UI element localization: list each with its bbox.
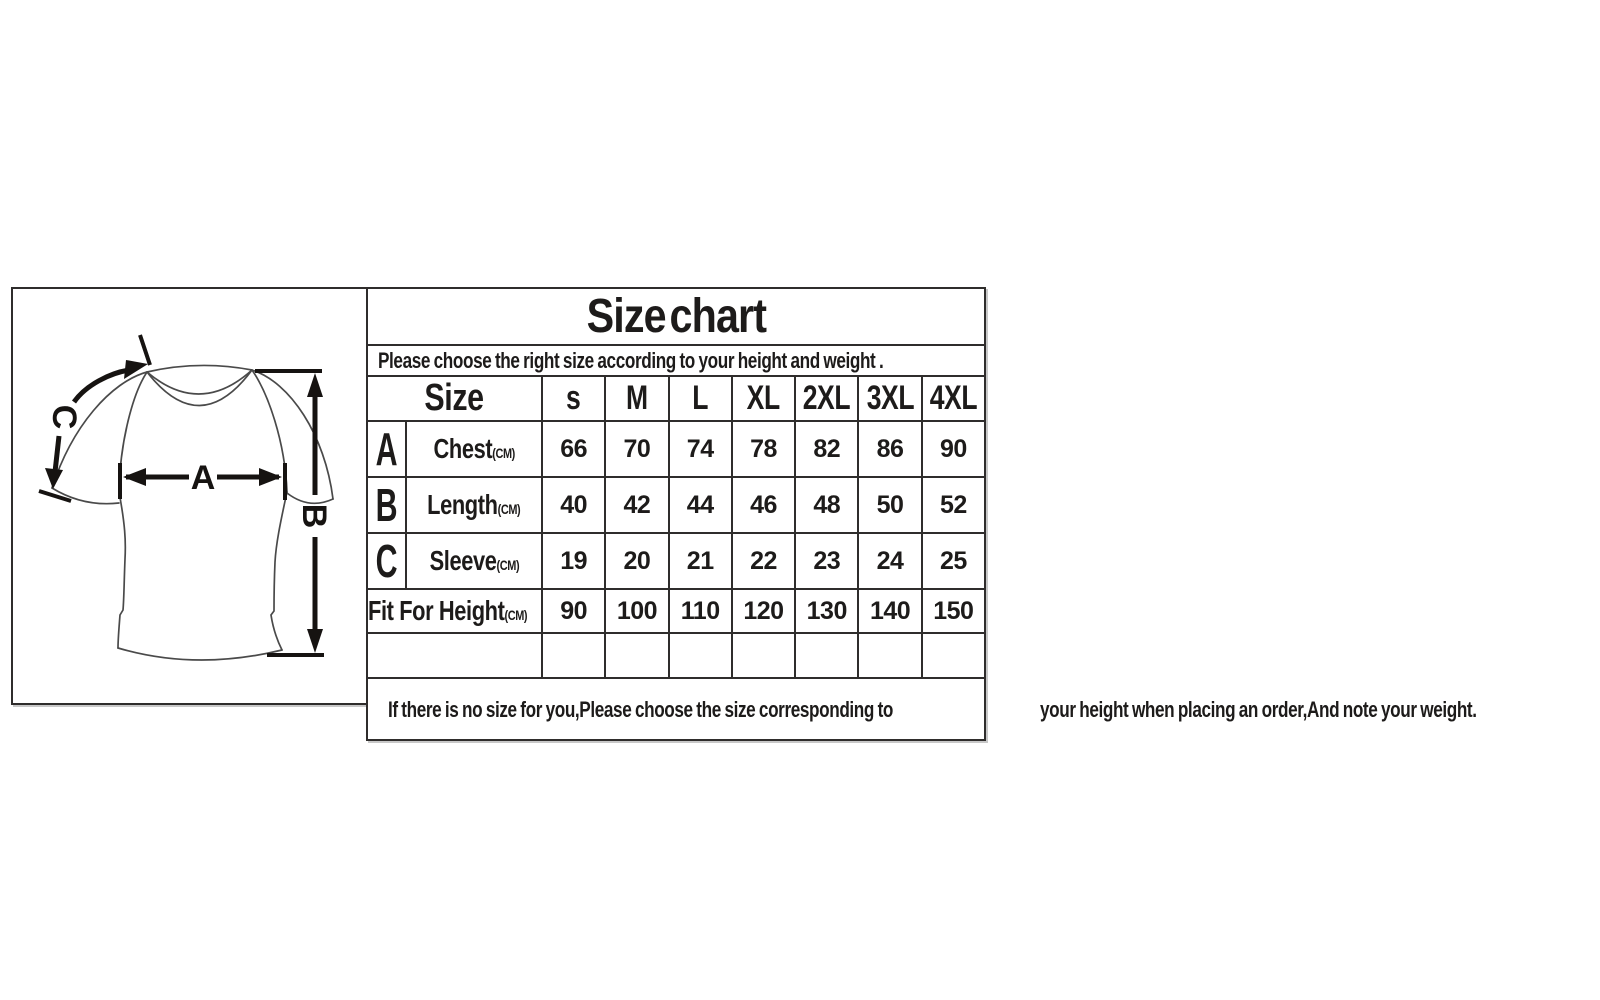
sleeve-label: Sleeve <box>429 545 497 576</box>
collar-top-edge <box>147 365 252 372</box>
tshirt-diagram-svg <box>13 289 366 703</box>
empty-cell <box>542 633 605 678</box>
sleeve-unit: (CM) <box>496 557 519 573</box>
length-value: 44 <box>669 477 732 533</box>
sleeve-label-cell <box>406 533 542 589</box>
left-sleeve-outer-edge <box>52 372 147 488</box>
chest-unit: (CM) <box>492 445 515 461</box>
chest-arrowhead-left <box>123 468 146 486</box>
fit-value: 100 <box>605 589 668 633</box>
sleeve-top-tick <box>140 335 150 365</box>
fit-value: 120 <box>732 589 795 633</box>
empty-cell <box>732 633 795 678</box>
chest-arrow-label: A <box>190 459 216 497</box>
col-header-xl: XL <box>732 376 795 421</box>
fit-value: 150 <box>922 589 985 633</box>
empty-cell <box>669 633 732 678</box>
empty-cell <box>795 633 858 678</box>
sleeve-arc <box>74 370 129 402</box>
sleeve-value: 19 <box>542 533 605 589</box>
right-sleeve-hem <box>287 493 333 503</box>
left-sleeve-hem <box>52 488 119 504</box>
col-header-2xl: 2XL <box>795 376 858 421</box>
length-measure-arrow <box>255 371 333 655</box>
size-chart-infographic <box>11 287 1477 741</box>
fit-label: Fit For Height <box>368 595 505 626</box>
bottom-hem <box>118 648 282 660</box>
tshirt-measurement-diagram <box>11 287 368 705</box>
length-value: 46 <box>732 477 795 533</box>
fit-value: 90 <box>542 589 605 633</box>
fit-value: 130 <box>795 589 858 633</box>
length-value: 42 <box>605 477 668 533</box>
chest-value: 90 <box>922 421 985 477</box>
note-cell <box>367 678 1477 740</box>
empty-cell <box>922 633 985 678</box>
row-letter-c: C <box>367 533 406 589</box>
size-header-label: Size <box>424 377 485 419</box>
length-arrow-label: B <box>294 503 333 529</box>
subtitle-row <box>367 345 985 376</box>
title-row <box>367 288 985 345</box>
length-value: 40 <box>542 477 605 533</box>
sleeve-shaft-bottom <box>55 436 59 472</box>
fit-value: 140 <box>858 589 921 633</box>
note-line-1: If there is no size for you,Please choose the size corresponding to <box>388 696 894 722</box>
sleeve-value: 21 <box>669 533 732 589</box>
length-arrowhead-bottom <box>307 629 323 653</box>
col-header-l: L <box>669 376 732 421</box>
chest-measure-arrow <box>120 459 285 500</box>
chest-value: 82 <box>795 421 858 477</box>
length-unit: (CM) <box>497 501 521 517</box>
right-side-seam <box>271 492 287 650</box>
length-value: 48 <box>795 477 858 533</box>
chest-arrowhead-right <box>259 468 282 486</box>
tshirt-outline <box>52 365 333 660</box>
subtitle-cell <box>367 345 985 376</box>
left-side-seam <box>118 492 125 648</box>
fit-for-height-row <box>367 589 985 633</box>
sleeve-value: 23 <box>795 533 858 589</box>
sleeve-arrow-label: C <box>44 404 83 430</box>
chest-value: 66 <box>542 421 605 477</box>
col-header-m: M <box>605 376 668 421</box>
chest-row <box>367 421 985 477</box>
chest-label: Chest <box>433 433 493 464</box>
length-label-cell <box>406 477 542 533</box>
chest-value: 74 <box>669 421 732 477</box>
fit-unit: (CM) <box>504 607 528 623</box>
length-value: 50 <box>858 477 921 533</box>
chest-value: 78 <box>732 421 795 477</box>
sleeve-value: 22 <box>732 533 795 589</box>
size-table <box>366 287 1477 741</box>
header-row <box>367 376 985 421</box>
length-row <box>367 477 985 533</box>
note-row <box>367 678 985 740</box>
chart-title-cell <box>367 288 985 345</box>
fit-value: 110 <box>669 589 732 633</box>
sleeve-arrowhead-bottom <box>45 468 63 489</box>
length-label: Length <box>427 489 498 520</box>
col-header-s: s <box>542 376 605 421</box>
size-header-cell <box>367 376 542 421</box>
chart-subtitle: Please choose the right size according to your height and weight . <box>378 347 884 373</box>
chart-title: Size chart <box>586 290 766 343</box>
empty-cell <box>367 633 542 678</box>
fit-label-cell <box>367 589 542 633</box>
chest-value: 86 <box>858 421 921 477</box>
size-table-box <box>366 287 1477 741</box>
col-header-4xl: 4XL <box>922 376 985 421</box>
length-value: 52 <box>922 477 985 533</box>
row-letter-b: B <box>367 477 406 533</box>
note-line-2: your height when placing an order,And note your weight. <box>1039 696 1477 722</box>
empty-row <box>367 633 985 678</box>
col-header-3xl: 3XL <box>858 376 921 421</box>
sleeve-row <box>367 533 985 589</box>
chest-value: 70 <box>605 421 668 477</box>
sleeve-value: 24 <box>858 533 921 589</box>
collar-band-top <box>147 370 252 394</box>
empty-cell <box>605 633 668 678</box>
empty-cell <box>858 633 921 678</box>
sleeve-value: 25 <box>922 533 985 589</box>
sleeve-value: 20 <box>605 533 668 589</box>
row-letter-a: A <box>367 421 406 477</box>
collar-band-bottom <box>147 370 252 406</box>
chest-label-cell <box>406 421 542 477</box>
